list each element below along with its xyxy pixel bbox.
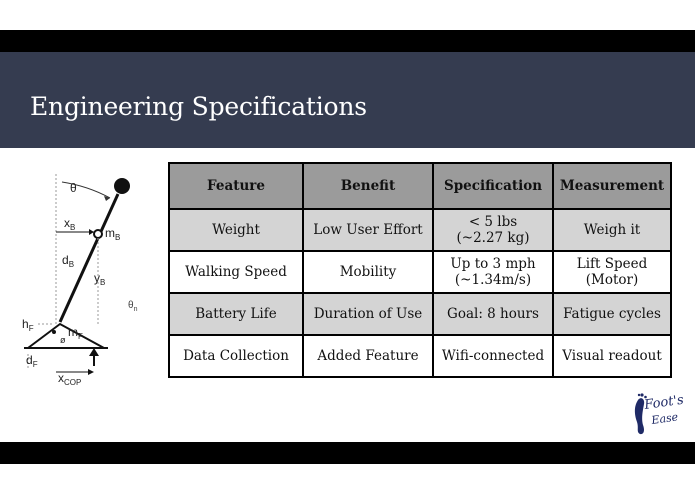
cell-feature: Data Collection (169, 335, 303, 377)
footprint-icon (635, 398, 644, 434)
svg-text:xCOP (58, 371, 81, 386)
mb-label: m (105, 226, 115, 240)
xcop-sub: COP (64, 378, 82, 386)
pendulum-diagram (18, 168, 148, 386)
top-black-band (0, 30, 695, 52)
cell-specification: < 5 lbs (~2.27 kg) (433, 209, 553, 251)
header-benefit: Benefit (303, 163, 433, 209)
header-feature: Feature (169, 163, 303, 209)
svg-text:θn (128, 300, 138, 313)
cell-benefit: Low User Effort (303, 209, 433, 251)
svg-text:mF (68, 325, 83, 341)
head-icon (114, 178, 130, 194)
slide-title: Engineering Specifications (30, 92, 367, 121)
xcop-label: x (58, 371, 64, 385)
cell-specification: Up to 3 mph (~1.34m/s) (433, 251, 553, 293)
table-row (169, 293, 671, 335)
cell-benefit: Added Feature (303, 335, 433, 377)
db-sub: B (68, 260, 75, 269)
svg-text:yB (94, 271, 105, 287)
foot-shape (28, 324, 104, 348)
table-row (169, 209, 671, 251)
mf-sub: F (78, 332, 83, 341)
theta-n-sub: n (133, 306, 138, 313)
svg-text:dB (62, 253, 74, 269)
mb-sub: B (115, 233, 121, 242)
header-specification: Specification (433, 163, 553, 209)
theta-n-label: θ (128, 300, 134, 311)
svg-text:dF (26, 353, 38, 369)
phi-label: ø (60, 335, 66, 345)
logo-text-line1: Foot's (643, 392, 685, 413)
df-label: d (26, 353, 33, 367)
cell-specification: Wifi-connected (433, 335, 553, 377)
cell-measurement: Weigh it (553, 209, 671, 251)
cell-specification: Goal: 8 hours (433, 293, 553, 335)
top-margin (0, 0, 695, 30)
mf-label: m (68, 325, 78, 339)
table-header-row (169, 163, 671, 209)
cell-measurement: Fatigue cycles (553, 293, 671, 335)
cell-measurement: Lift Speed (Motor) (553, 251, 671, 293)
mass-f-marker (52, 330, 56, 334)
pendulum-rod (60, 194, 121, 322)
foots-ease-logo (630, 392, 688, 436)
svg-text:hF (22, 317, 34, 333)
xb-sub: B (70, 223, 76, 232)
specifications-table (168, 162, 672, 378)
table-row (169, 251, 671, 293)
cell-feature: Weight (169, 209, 303, 251)
cell-feature: Battery Life (169, 293, 303, 335)
bottom-black-band (0, 442, 695, 464)
cell-benefit: Duration of Use (303, 293, 433, 335)
yb-label: y (94, 271, 100, 285)
df-sub: F (32, 360, 38, 369)
cell-benefit: Mobility (303, 251, 433, 293)
cell-feature: Walking Speed (169, 251, 303, 293)
theta-label: θ (70, 181, 77, 195)
db-label: d (62, 253, 69, 267)
svg-text:mB (105, 226, 120, 242)
xb-label: x (64, 216, 70, 230)
hf-sub: F (28, 324, 34, 333)
hf-label: h (22, 317, 29, 331)
header-measurement: Measurement (553, 163, 671, 209)
svg-text:xB (64, 216, 75, 232)
cell-measurement: Visual readout (553, 335, 671, 377)
table-row (169, 335, 671, 377)
yb-sub: B (100, 278, 106, 287)
mass-b-marker (94, 230, 102, 238)
logo-text-line2: Ease (650, 410, 679, 427)
